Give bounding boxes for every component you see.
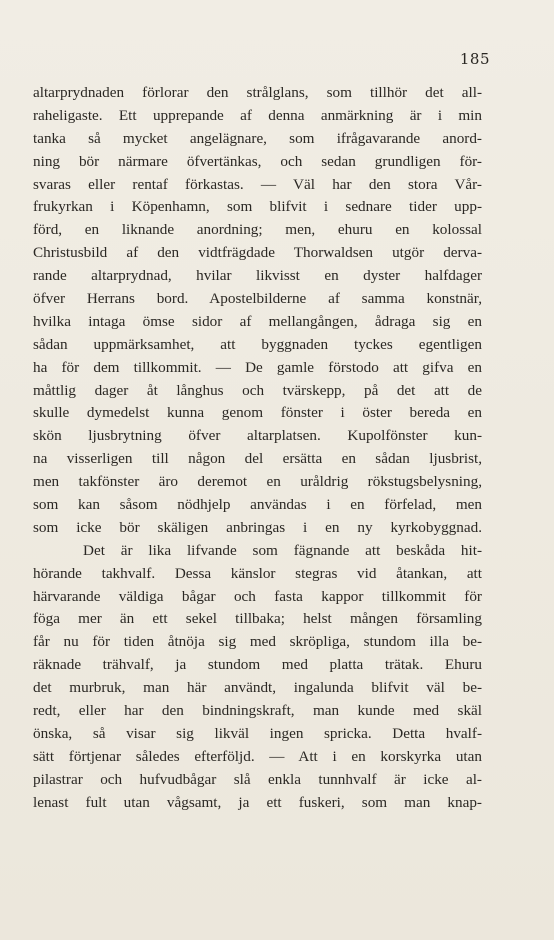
text-line: förd, en liknande anordning; men, ehuru en kolossal [33, 221, 482, 239]
text-line: altarprydnaden förlorar den strålglans, som tillhör det all- [33, 84, 482, 101]
paragraph [33, 82, 482, 540]
text-line: skulle dymedelst kunna genom fönster i öster bereda en [33, 404, 482, 422]
text-line: hörande takhvalf. Dessa känslor stegras vid åtankan, att [33, 564, 482, 582]
text-line: hvilka intaga ömse sidor af mellangången, ådraga sig en [33, 312, 482, 330]
text-line: svaras eller rentaf förkastas. — Väl har den stora Vår- [33, 175, 482, 193]
text-line: redt, eller har den bindningskraft, man kunde med skäl [33, 702, 482, 720]
text-line: sätt förtjenar således efterföljd. — Att i en korskyrka utan [33, 747, 482, 765]
text-line: men takfönster äro deremot en uråldrig rökstugsbelysning, [33, 473, 482, 491]
text-line: tanka så mycket angelägnare, som ifrågavarande anord- [33, 129, 482, 147]
body-text [33, 82, 482, 815]
text-line: na visserligen till någon del ersätta en sådan ljusbrist, [33, 450, 482, 468]
text-line: det murbruk, man här användt, ingalunda blifvit väl be- [33, 679, 482, 697]
text-line: önska, så visar sig likväl ingen spricka. Detta hvalf- [33, 724, 482, 742]
text-line: Christusbild af den vidtfrägdade Thorwaldsen utgör derva- [33, 244, 482, 262]
text-line: föga mer än ett sekel tillbaka; helst mången församling [33, 610, 482, 628]
text-line: sådan uppmärksamhet, att byggnaden tyckes egentligen [33, 335, 482, 353]
paragraph [33, 540, 482, 815]
text-line: rande altarprydnad, hvilar likvisst en dyster halfdager [33, 267, 482, 285]
text-line: skön ljusbrytning öfver altarplatsen. Kupolfönster kun- [33, 427, 482, 445]
text-line: raheligaste. Ett upprepande af denna anmärkning är i min [33, 106, 482, 124]
text-line: som icke bör skäligen anbringas i en ny kyrkobyggnad. [33, 518, 482, 536]
text-line: lenast fult utan vågsamt, ja ett fuskeri, som man knap- [33, 793, 482, 811]
text-line: pilastrar och hufvudbågar slå enkla tunnhvalf är icke al- [33, 770, 482, 788]
text-line: ha för dem tillkommit. — De gamle förstodo att gifva en [33, 358, 482, 376]
text-line: som kan såsom nödhjelp användas i en förfelad, men [33, 496, 482, 514]
text-line: frukyrkan i Köpenhamn, som blifvit i sednare tider upp- [33, 198, 482, 216]
text-line: härvarande väldiga bågar och fasta kappor tillkommit för [33, 587, 482, 605]
text-line: måttlig dager åt långhus och tvärskepp, på det att de [33, 381, 482, 399]
page-number: 185 [459, 50, 490, 68]
text-line: Det är lika lifvande som fägnande att beskåda hit- [83, 541, 482, 559]
text-line: får nu för tiden åtnöja sig med skröpliga, stundom illa be- [33, 633, 482, 651]
text-line: räknade trähvalf, ja stundom med platta trätak. Ehuru [33, 656, 482, 674]
text-line: öfver Herrans bord. Apostelbilderne af samma konstnär, [33, 290, 482, 308]
text-line: ning bör närmare öfvertänkas, och sedan grundligen för- [33, 152, 482, 170]
